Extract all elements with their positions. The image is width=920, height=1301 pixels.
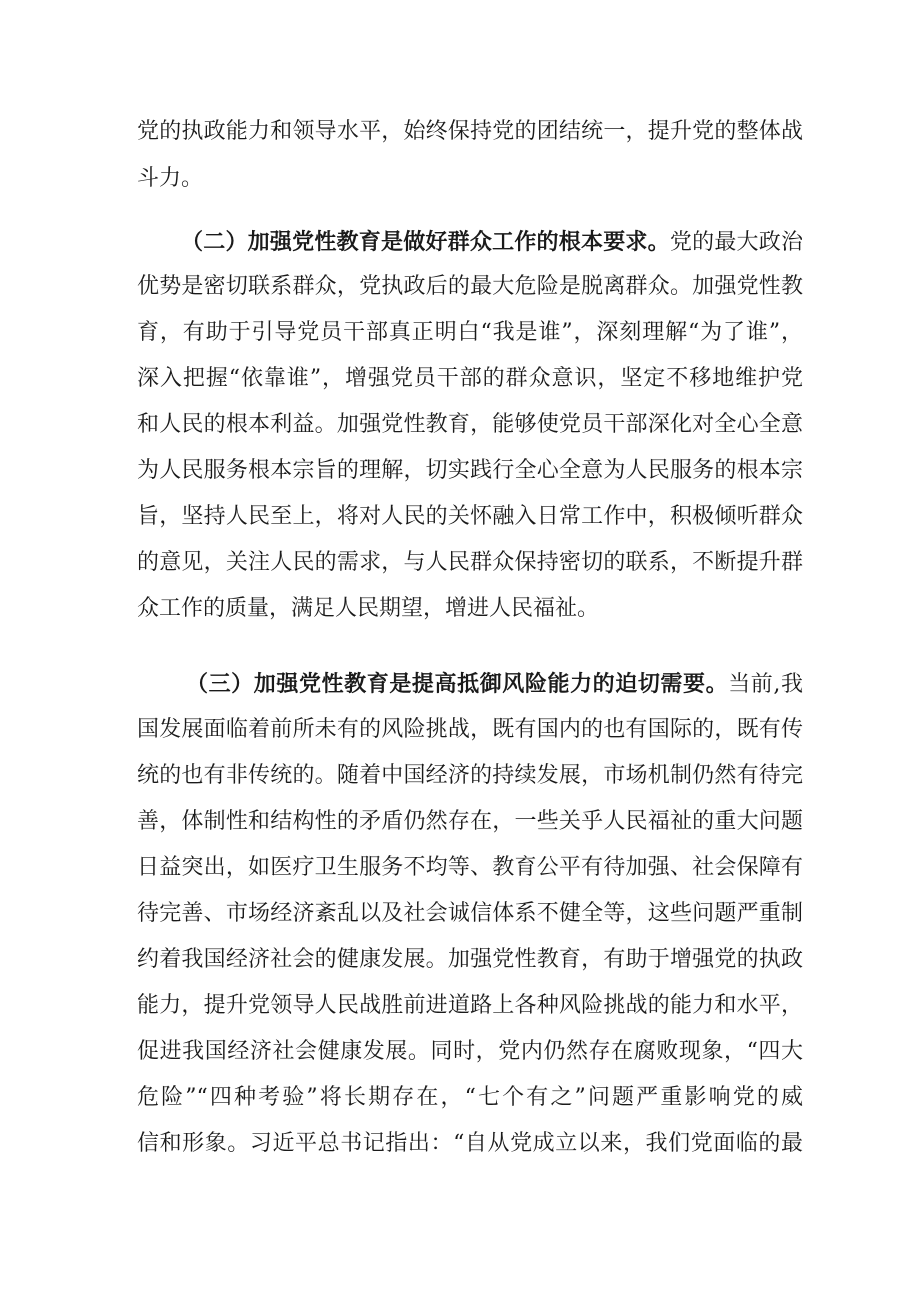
paragraph-2-heading: （二）加强党性教育是做好群众工作的根本要求。 xyxy=(181,229,670,255)
paragraph-2-line-4: 深入把握“依靠谁”，增强党员干部的群众意识，坚定不移地维护党 xyxy=(137,366,803,391)
paragraph-2-line-9: 众工作的质量，满足人民期望，增进人民福祉。 xyxy=(137,596,600,621)
paragraph-2-line-8: 的意见，关注人民的需求，与人民群众保持密切的联系，不断提升群 xyxy=(137,550,803,575)
paragraph-1-line-1: 党的执政能力和领导水平，始终保持党的团结统一，提升党的整体战 xyxy=(137,119,803,144)
paragraph-3-line-2: 国发展面临着前所未有的风险挑战，既有国内的也有国际的，既有传 xyxy=(137,717,803,742)
paragraph-2-line-6: 为人民服务根本宗旨的理解，切实践行全心全意为人民服务的根本宗 xyxy=(137,458,803,483)
paragraph-3-line-4: 善，体制性和结构性的矛盾仍然存在，一些关乎人民福祉的重大问题 xyxy=(137,809,803,834)
paragraph-3-line-8: 能力，提升党领导人民战胜前进道路上各种风险挑战的能力和水平， xyxy=(137,993,803,1018)
paragraph-3-line-11: 信和形象。习近平总书记指出：“自从党成立以来，我们党面临的最 xyxy=(137,1131,803,1156)
paragraph-3-line-7: 约着我国经济社会的健康发展。加强党性教育，有助于增强党的执政 xyxy=(137,947,803,972)
paragraph-3-line-5: 日益突出，如医疗卫生服务不均等、教育公平有待加强、社会保障有 xyxy=(137,855,803,880)
paragraph-3-first-line xyxy=(186,662,803,706)
paragraph-2-first-line xyxy=(181,220,803,264)
paragraph-2-line-7: 旨，坚持人民至上，将对人民的关怀融入日常工作中，积极倾听群众 xyxy=(137,504,803,529)
paragraph-2-line-5: 和人民的根本利益。加强党性教育，能够使党员干部深化对全心全意 xyxy=(137,412,803,437)
paragraph-3-line-10: 危险”“四种考验”将长期存在，“七个有之”问题严重影响党的威 xyxy=(137,1085,803,1110)
paragraph-3-line-9: 促进我国经济社会健康发展。同时，党内仍然存在腐败现象，“四大 xyxy=(137,1039,803,1064)
paragraph-3-line-3: 统的也有非传统的。随着中国经济的持续发展，市场机制仍然有待完 xyxy=(137,763,803,788)
paragraph-3-first-line-rest: 当前,我 xyxy=(728,672,803,697)
paragraph-1-line-2: 斗力。 xyxy=(137,166,204,191)
paragraph-2-line-3: 育，有助于引导党员干部真正明白“我是谁”，深刻理解“为了谁”， xyxy=(137,320,803,345)
paragraph-3-line-6: 待完善、市场经济紊乱以及社会诚信体系不健全等，这些问题严重制 xyxy=(137,901,803,926)
paragraph-2-line-2: 优势是密切联系群众，党执政后的最大危险是脱离群众。加强党性教 xyxy=(137,274,803,299)
paragraph-2-first-line-rest: 党的最大政治 xyxy=(669,230,803,255)
paragraph-3-heading: （三）加强党性教育是提高抵御风险能力的迫切需要。 xyxy=(186,671,729,697)
